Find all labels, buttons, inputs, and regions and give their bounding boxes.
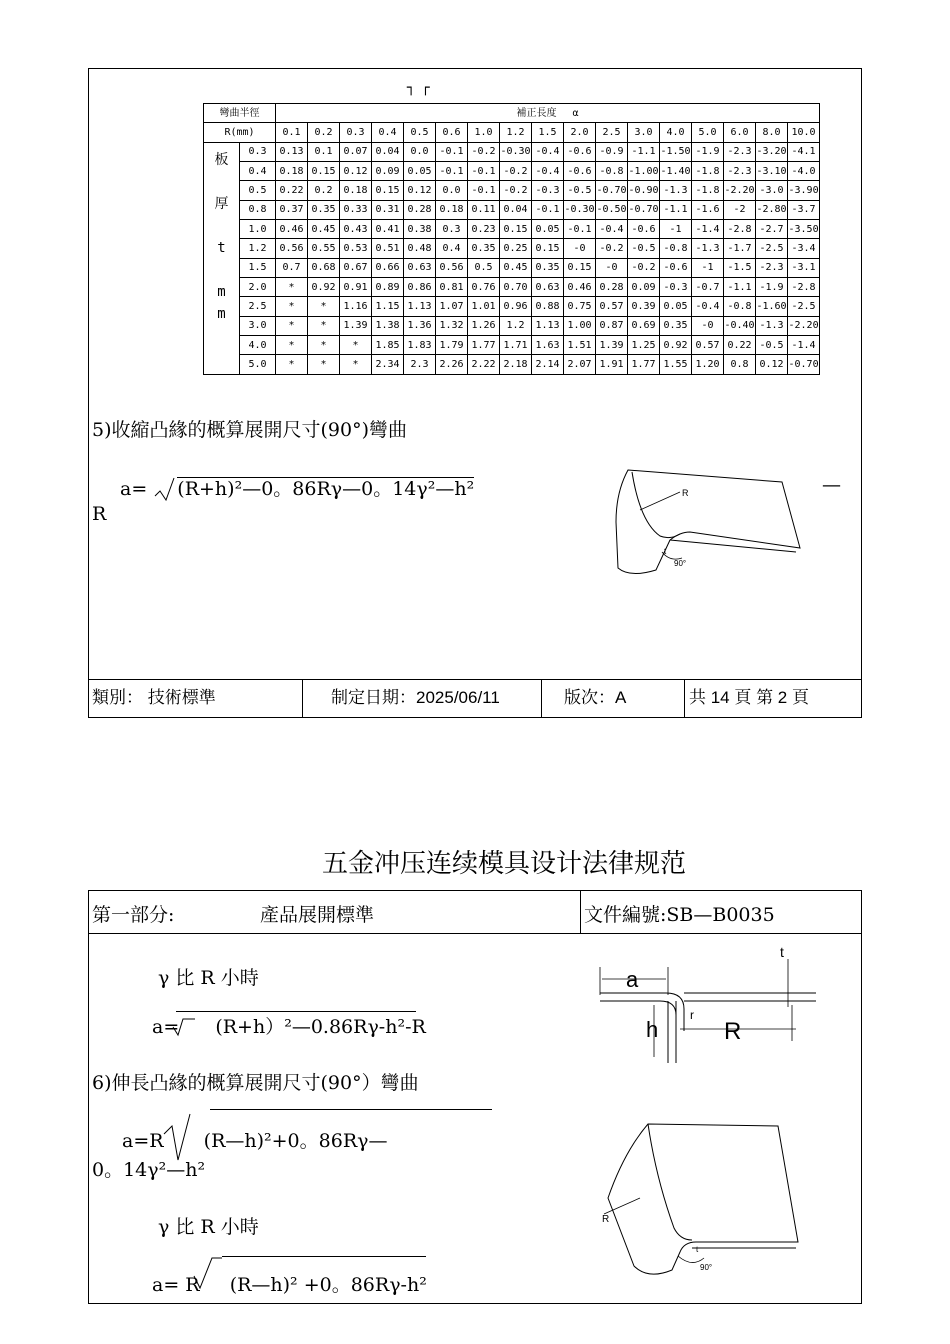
table-cell: 1.77 xyxy=(468,336,500,355)
table-cell: -1.50 xyxy=(660,142,692,161)
sqrt-icon xyxy=(171,1017,195,1039)
table-cell: 0.15 xyxy=(564,258,596,277)
table-cell: -0.50 xyxy=(596,200,628,219)
formula6-line2: 0。14γ²—h² xyxy=(92,1159,206,1181)
table-cell: 1.13 xyxy=(404,297,436,316)
radius-header: 0.6 xyxy=(436,123,468,142)
table-cell: -0.8 xyxy=(596,162,628,181)
table-cell: 0.89 xyxy=(372,278,404,297)
header-part: 第一部分: xyxy=(92,904,175,926)
table-cell: 2.14 xyxy=(532,355,564,375)
thickness-value: 2.0 xyxy=(240,278,276,297)
radius-header: 10.0 xyxy=(788,123,820,142)
table-cell: 1.91 xyxy=(596,355,628,375)
table-cell: 0.48 xyxy=(404,239,436,258)
table-cell: 1.16 xyxy=(340,297,372,316)
table-cell: -0.1 xyxy=(436,162,468,181)
table-cell: 0.5 xyxy=(468,258,500,277)
table-cell: 0.68 xyxy=(308,258,340,277)
table-cell: -0.4 xyxy=(532,162,564,181)
fig2-a-label: a xyxy=(626,967,639,992)
fig2-t-label: t xyxy=(780,945,784,960)
radius-header: 2.0 xyxy=(564,123,596,142)
table-cell: 0.18 xyxy=(436,200,468,219)
formula6-prefix: a=R xyxy=(122,1130,164,1152)
table-cell: -0.2 xyxy=(500,181,532,200)
stretch-flange-figure xyxy=(600,1118,815,1280)
table-cell: -0.2 xyxy=(628,258,660,277)
table-cell: -0.3 xyxy=(660,278,692,297)
table-cell: -0.30 xyxy=(564,200,596,219)
radius-header: 0.1 xyxy=(276,123,308,142)
footer-version: 版次：A xyxy=(542,680,685,717)
thickness-value: 4.0 xyxy=(240,336,276,355)
table-cell: -1.60 xyxy=(756,297,788,316)
table-cell: -1.1 xyxy=(660,200,692,219)
table-cell: -0 xyxy=(596,258,628,277)
table-cell: 1.71 xyxy=(500,336,532,355)
radius-header: 5.0 xyxy=(692,123,724,142)
table-cell: 0.11 xyxy=(468,200,500,219)
table-cell: 0.56 xyxy=(276,239,308,258)
table-cell: -0.70 xyxy=(596,181,628,200)
table-cell: 0.0 xyxy=(436,181,468,200)
fig3-t-label: t xyxy=(696,1245,699,1254)
table-cell: 1.01 xyxy=(468,297,500,316)
table-cell: 0.92 xyxy=(660,336,692,355)
table-cell: 1.00 xyxy=(564,316,596,335)
table-cell: 0.96 xyxy=(500,297,532,316)
table-cell: 0.15 xyxy=(532,239,564,258)
table-cell: 1.39 xyxy=(340,316,372,335)
fig3-r-label: R xyxy=(602,1214,610,1225)
table-cell: 1.85 xyxy=(372,336,404,355)
table-cell: 0.23 xyxy=(468,220,500,239)
radius-header: 8.0 xyxy=(756,123,788,142)
table-cell: 0.75 xyxy=(564,297,596,316)
table-cell: 0.18 xyxy=(340,181,372,200)
page-title: 五金冲压连续模具设计法律规范 xyxy=(322,849,687,879)
table-cell: 0.04 xyxy=(372,142,404,161)
table-cell: -3.10 xyxy=(756,162,788,181)
table-cell: -0 xyxy=(564,239,596,258)
table-cell: 0.8 xyxy=(724,355,756,375)
table-cell: 0.35 xyxy=(468,239,500,258)
radius-header: 4.0 xyxy=(660,123,692,142)
header-topic: 產品展開標準 xyxy=(260,904,375,926)
table-cell: -0.5 xyxy=(564,181,596,200)
table-cell: 1.25 xyxy=(628,336,660,355)
table-cell: 0.92 xyxy=(308,278,340,297)
table-cell: 0.28 xyxy=(404,200,436,219)
header-alpha: α xyxy=(572,107,579,119)
table-cell: 0.45 xyxy=(500,258,532,277)
table-cell: 0.86 xyxy=(404,278,436,297)
table-cell: * xyxy=(276,355,308,375)
table-cell: -1.6 xyxy=(692,200,724,219)
table-cell: 1.32 xyxy=(436,316,468,335)
table-cell: 0.53 xyxy=(340,239,372,258)
table-cell: -0.70 xyxy=(788,355,820,375)
page2-header-divider xyxy=(88,933,862,934)
table-cell: 0.63 xyxy=(532,278,564,297)
table-cell: -4.0 xyxy=(788,162,820,181)
radius-header: 3.0 xyxy=(628,123,660,142)
table-cell: 0.46 xyxy=(564,278,596,297)
table-cell: 0.57 xyxy=(596,297,628,316)
table-cell: 0.33 xyxy=(340,200,372,219)
table-cell: 0.12 xyxy=(756,355,788,375)
table-cell: 0.05 xyxy=(660,297,692,316)
table-cell: 1.77 xyxy=(628,355,660,375)
table-cell: -0.6 xyxy=(564,142,596,161)
table-cell: 2.22 xyxy=(468,355,500,375)
table-cell: 0.55 xyxy=(308,239,340,258)
formula5-tail: R xyxy=(92,503,107,525)
table-cell: 1.39 xyxy=(596,336,628,355)
table-cell: 2.07 xyxy=(564,355,596,375)
table-cell: -1 xyxy=(692,258,724,277)
table-cell: -0.4 xyxy=(692,297,724,316)
table-cell: 0.88 xyxy=(532,297,564,316)
table-cell: 0.12 xyxy=(340,162,372,181)
table-cell: -2.7 xyxy=(756,220,788,239)
formula6-body: (R—h)²+0。86Rγ— xyxy=(203,1130,388,1152)
radius-header: 0.2 xyxy=(308,123,340,142)
formula-a1 xyxy=(152,1012,426,1039)
table-cell: -2.5 xyxy=(756,239,788,258)
table-cell: 0.41 xyxy=(372,220,404,239)
thickness-value: 0.5 xyxy=(240,181,276,200)
table-cell: 0.51 xyxy=(372,239,404,258)
table-cell: * xyxy=(308,336,340,355)
correction-table xyxy=(203,103,820,375)
table-cell: 0.70 xyxy=(500,278,532,297)
thickness-value: 1.5 xyxy=(240,258,276,277)
table-cell: -4.1 xyxy=(788,142,820,161)
table-cell: 1.51 xyxy=(564,336,596,355)
footer-pages: 共 14 頁 第 2 頁 xyxy=(689,688,809,707)
table-cell: 0.45 xyxy=(308,220,340,239)
table-cell: -1.1 xyxy=(724,278,756,297)
table-cell: -0.5 xyxy=(628,239,660,258)
table-cell: 0.37 xyxy=(276,200,308,219)
fig2-rr-label: r xyxy=(690,1008,694,1022)
table-cell: 0.07 xyxy=(340,142,372,161)
table-cell: -0.2 xyxy=(468,142,500,161)
table-cell: -0.2 xyxy=(500,162,532,181)
formula-a1-overline xyxy=(176,1011,416,1012)
table-cell: -0.3 xyxy=(532,181,564,200)
table-cell: -0.40 xyxy=(724,316,756,335)
formula-a1-body: (R+h）²—0.86Rγ-h²-R xyxy=(215,1016,426,1038)
formula6-overline xyxy=(210,1109,492,1110)
table-cell: 0.2 xyxy=(308,181,340,200)
table-cell: 2.34 xyxy=(372,355,404,375)
table-cell: * xyxy=(308,355,340,375)
table-cell: -1.3 xyxy=(756,316,788,335)
table-cell: -3.50 xyxy=(788,220,820,239)
table-cell: * xyxy=(276,297,308,316)
table-cell: 0.09 xyxy=(628,278,660,297)
table-cell: -2.3 xyxy=(724,142,756,161)
table-cell: 0.13 xyxy=(276,142,308,161)
table-cell: 0.35 xyxy=(660,316,692,335)
radius-header: 2.5 xyxy=(596,123,628,142)
table-cell: 0.3 xyxy=(436,220,468,239)
table-cell: -2.3 xyxy=(724,162,756,181)
table-cell: 2.26 xyxy=(436,355,468,375)
table-cell: 1.38 xyxy=(372,316,404,335)
table-cell: * xyxy=(340,336,372,355)
table-cell: -0.5 xyxy=(756,336,788,355)
table-cell: 0.0 xyxy=(404,142,436,161)
table-cell: 0.15 xyxy=(308,162,340,181)
table-cell: 0.15 xyxy=(372,181,404,200)
shrink-flange-figure xyxy=(610,462,830,592)
section6-title: 6)伸長凸緣的概算展開尺寸(90°）彎曲 xyxy=(92,1072,419,1094)
formula-a2-body: (R—h)² +0。86Rγ-h² xyxy=(229,1274,427,1296)
table-cell: 0.46 xyxy=(276,220,308,239)
table-cell: -0.1 xyxy=(532,200,564,219)
header-doc-number: 文件編號:SB—B0035 xyxy=(584,904,775,926)
table-cell: -0.1 xyxy=(436,142,468,161)
table-cell: -2.20 xyxy=(724,181,756,200)
table-cell: 0.63 xyxy=(404,258,436,277)
table-cell: 1.26 xyxy=(468,316,500,335)
formula-a1-prefix: a= xyxy=(152,1016,180,1038)
table-cell: -3.0 xyxy=(756,181,788,200)
table-cell: -2.8 xyxy=(724,220,756,239)
table-cell: -3.90 xyxy=(788,181,820,200)
table-cell: -2.5 xyxy=(788,297,820,316)
fig1-angle-label: 90° xyxy=(674,559,687,568)
header-unit: R(mm) xyxy=(204,123,276,142)
table-cell: -0.90 xyxy=(628,181,660,200)
fig3-angle-label: 90° xyxy=(700,1263,713,1272)
thickness-value: 3.0 xyxy=(240,316,276,335)
table-cell: -1.40 xyxy=(660,162,692,181)
radius-header: 0.4 xyxy=(372,123,404,142)
page2-header-vdivider xyxy=(580,890,581,933)
table-cell: -1.7 xyxy=(724,239,756,258)
thickness-value: 1.0 xyxy=(240,220,276,239)
table-cell: 0.35 xyxy=(308,200,340,219)
table-cell: * xyxy=(308,297,340,316)
table-cell: 0.43 xyxy=(340,220,372,239)
formula5-body: (R+h)²—0。86Rγ—0。14γ²—h² xyxy=(177,478,475,500)
table-cell: -0.6 xyxy=(628,220,660,239)
table-cell: 0.91 xyxy=(340,278,372,297)
table-cell: 0.22 xyxy=(276,181,308,200)
table-cell: 0.18 xyxy=(276,162,308,181)
table-cell: 0.09 xyxy=(372,162,404,181)
table-cell: 0.66 xyxy=(372,258,404,277)
table-cell: 0.57 xyxy=(692,336,724,355)
table-cell: 0.67 xyxy=(340,258,372,277)
footer-date: 制定日期：2025/06/11 xyxy=(303,680,542,717)
table-cell: 1.20 xyxy=(692,355,724,375)
table-cell: 1.83 xyxy=(404,336,436,355)
table-cell: 1.07 xyxy=(436,297,468,316)
table-cell: -3.20 xyxy=(756,142,788,161)
table-cell: -3.4 xyxy=(788,239,820,258)
table-cell: 0.4 xyxy=(436,239,468,258)
formula5 xyxy=(92,474,474,504)
table-cell: -1.00 xyxy=(628,162,660,181)
table-cell: 1.2 xyxy=(500,316,532,335)
table-cell: 0.38 xyxy=(404,220,436,239)
table-cell: 0.76 xyxy=(468,278,500,297)
radius-header: 6.0 xyxy=(724,123,756,142)
table-cell: -0.4 xyxy=(532,142,564,161)
condition1: γ 比 R 小時 xyxy=(158,967,259,989)
table-cell: -0.8 xyxy=(660,239,692,258)
table-cell: -1.8 xyxy=(692,181,724,200)
table-cell: 1.55 xyxy=(660,355,692,375)
header-radius: 彎曲半徑 xyxy=(204,104,276,123)
table-cell: 0.56 xyxy=(436,258,468,277)
table-cell: * xyxy=(276,316,308,335)
fig2-r-label: R xyxy=(724,1018,742,1045)
table-cell: -0.6 xyxy=(660,258,692,277)
table-cell: 0.22 xyxy=(724,336,756,355)
thickness-value: 1.2 xyxy=(240,239,276,258)
formula5-prefix: a= xyxy=(120,478,148,500)
table-cell: 0.12 xyxy=(404,181,436,200)
table-cell: 0.25 xyxy=(500,239,532,258)
formula-a2 xyxy=(152,1270,427,1297)
table-cell: 0.28 xyxy=(596,278,628,297)
table-cell: -2.80 xyxy=(756,200,788,219)
table-cell: -1.3 xyxy=(692,239,724,258)
radius-header: 1.0 xyxy=(468,123,500,142)
fig1-r-label: R xyxy=(682,488,689,498)
table-cell: -0.30 xyxy=(500,142,532,161)
radius-header: 1.2 xyxy=(500,123,532,142)
thickness-value: 0.8 xyxy=(240,200,276,219)
table-top-mark: ┐┌ xyxy=(407,80,436,96)
radius-header: 0.5 xyxy=(404,123,436,142)
table-cell: -0.2 xyxy=(596,239,628,258)
table-cell: -1.4 xyxy=(788,336,820,355)
header-correction xyxy=(276,104,820,123)
table-cell: -2.8 xyxy=(788,278,820,297)
thickness-value: 0.3 xyxy=(240,142,276,161)
table-cell: 0.35 xyxy=(532,258,564,277)
table-cell: 1.79 xyxy=(436,336,468,355)
table-cell: 1.15 xyxy=(372,297,404,316)
table-cell: 1.63 xyxy=(532,336,564,355)
radius-header: 1.5 xyxy=(532,123,564,142)
table-cell: -0.70 xyxy=(628,200,660,219)
sqrt-icon xyxy=(192,1254,222,1290)
table-cell: 0.81 xyxy=(436,278,468,297)
table-cell: -0.9 xyxy=(596,142,628,161)
table-cell: * xyxy=(308,316,340,335)
fig1-t-label: t xyxy=(664,547,667,556)
table-cell: -0.8 xyxy=(724,297,756,316)
table-cell: -2.3 xyxy=(756,258,788,277)
table-cell: -0.1 xyxy=(468,162,500,181)
table-cell: -1.9 xyxy=(756,278,788,297)
table-cell: 0.15 xyxy=(500,220,532,239)
table-cell: -1.3 xyxy=(660,181,692,200)
thickness-value: 0.4 xyxy=(240,162,276,181)
formula5-dash: — xyxy=(822,474,841,496)
formula-a2-overline xyxy=(222,1256,426,1257)
table-cell: -0 xyxy=(692,316,724,335)
table-cell: -1.1 xyxy=(628,142,660,161)
table-cell: 0.04 xyxy=(500,200,532,219)
table-cell: -0.4 xyxy=(596,220,628,239)
thickness-value: 5.0 xyxy=(240,355,276,375)
table-cell: -1.4 xyxy=(692,220,724,239)
table-cell: 2.18 xyxy=(500,355,532,375)
table-cell: 2.3 xyxy=(404,355,436,375)
table-cell: * xyxy=(276,336,308,355)
dimension-figure xyxy=(596,945,826,1065)
fig2-h-label: h xyxy=(646,1017,659,1042)
condition2: γ 比 R 小時 xyxy=(158,1216,259,1238)
table-cell: 0.05 xyxy=(532,220,564,239)
table-cell: -3.1 xyxy=(788,258,820,277)
table-cell: -0.6 xyxy=(564,162,596,181)
table-cell: 0.69 xyxy=(628,316,660,335)
table-cell: -1 xyxy=(660,220,692,239)
sqrt-icon xyxy=(153,476,177,504)
table-cell: -2.20 xyxy=(788,316,820,335)
table-cell: * xyxy=(276,278,308,297)
formula-a2-prefix: a= R xyxy=(152,1274,200,1296)
table-cell: -0.1 xyxy=(468,181,500,200)
table-cell: 1.13 xyxy=(532,316,564,335)
table-cell: -3.7 xyxy=(788,200,820,219)
table-cell: -2 xyxy=(724,200,756,219)
table-cell: 0.39 xyxy=(628,297,660,316)
table-cell: -1.5 xyxy=(724,258,756,277)
table-cell: -0.7 xyxy=(692,278,724,297)
table-cell: -1.9 xyxy=(692,142,724,161)
table-cell: -0.1 xyxy=(564,220,596,239)
header-corr-label: 補正長度 xyxy=(516,107,557,119)
thickness-label: 板 厚 t m m xyxy=(204,142,240,374)
section5-title: 5)收縮凸緣的概算展開尺寸(90°)彎曲 xyxy=(92,419,408,441)
table-cell: 0.1 xyxy=(308,142,340,161)
table-cell: 0.7 xyxy=(276,258,308,277)
thickness-value: 2.5 xyxy=(240,297,276,316)
table-cell: * xyxy=(340,355,372,375)
table-cell: 0.05 xyxy=(404,162,436,181)
footer-category: 類別： 技術標準 xyxy=(88,680,303,717)
radius-header: 0.3 xyxy=(340,123,372,142)
table-cell: 0.87 xyxy=(596,316,628,335)
table-cell: 0.31 xyxy=(372,200,404,219)
table-cell: 1.36 xyxy=(404,316,436,335)
table-cell: -1.8 xyxy=(692,162,724,181)
